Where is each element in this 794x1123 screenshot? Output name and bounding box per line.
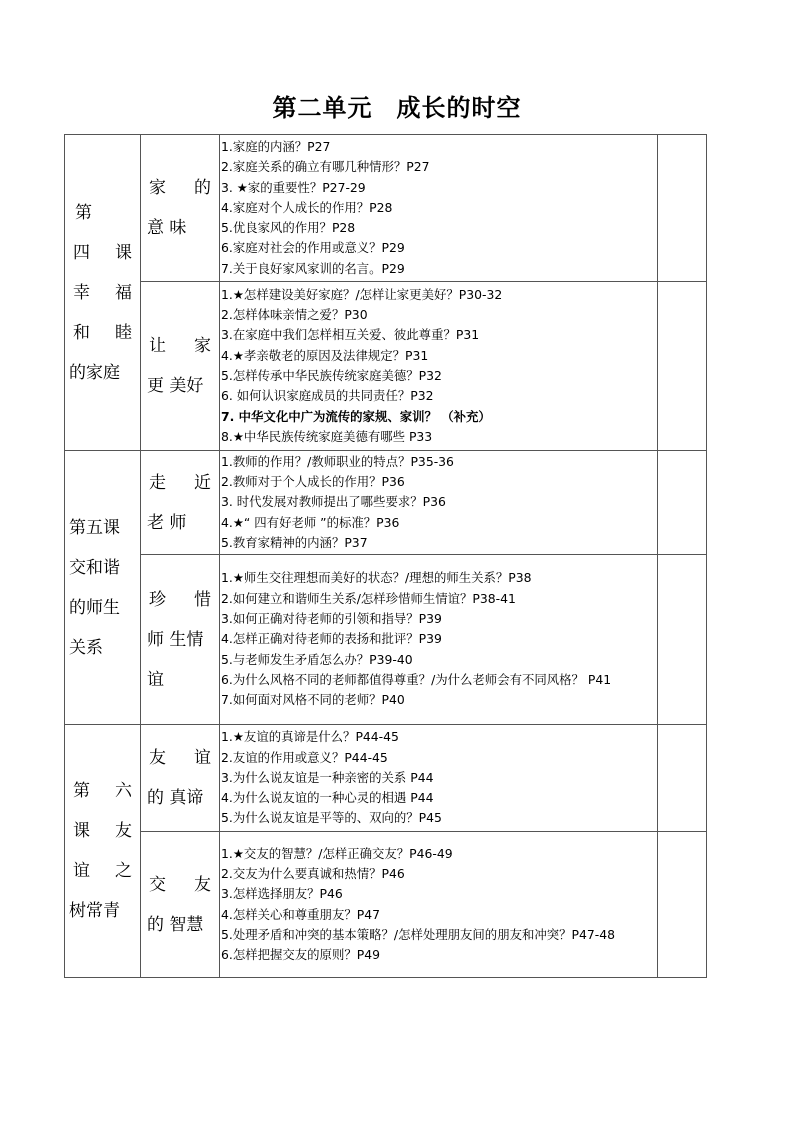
list-item: 3.在家庭中我们怎样相互关爱、彼此尊重？P31 — [221, 327, 480, 343]
section-name-line: 家 的 — [149, 178, 211, 198]
list-item: 1.教师的作用？/教师职业的特点？P35-36 — [221, 453, 454, 469]
section-name-line: 更 美好 — [147, 376, 204, 396]
section-name-line: 走 近 — [149, 472, 211, 493]
question-list — [220, 135, 658, 282]
list-item: 4.家庭对个人成长的作用？P28 — [221, 199, 393, 215]
notes-cell — [658, 832, 707, 978]
lesson-title-line: 谊 之 — [73, 861, 132, 881]
list-item: 7.如何面对风格不同的老师？P40 — [221, 692, 405, 708]
list-item: 5.怎样传承中华民族传统家庭美德？P32 — [221, 368, 442, 383]
section-name-cell — [141, 135, 220, 282]
section-name-cell — [141, 282, 220, 451]
section-name-line: 交 友 — [149, 874, 211, 895]
list-item: 5.与老师发生矛盾怎么办？P39-40 — [221, 651, 413, 667]
list-item: 5.处理矛盾和冲突的基本策略？/怎样处理朋友间的朋友和冲突？P47-48 — [221, 926, 616, 942]
lesson-title-line: 幸 福 — [73, 282, 132, 303]
lesson-title-line: 的家庭 — [69, 362, 120, 383]
list-item: 2.怎样体味亲情之爱？P30 — [221, 307, 368, 323]
lesson-title-line: 的师生 — [69, 597, 120, 618]
list-item: 3. 时代发展对教师提出了哪些要求？P36 — [221, 494, 446, 510]
list-item: 6.家庭对社会的作用或意义？P29 — [221, 240, 405, 256]
list-item: 6. 如何认识家庭成员的共同责任？P32 — [221, 388, 434, 404]
list-item: 7.关于良好家风家训的名言。P29 — [221, 260, 405, 276]
table-row — [65, 832, 707, 978]
lesson-title-line: 课 友 — [73, 821, 132, 841]
section-name-line: 珍 惜 — [149, 589, 211, 610]
notes-cell — [658, 135, 707, 282]
section-name-line: 的 智慧 — [147, 914, 204, 935]
list-item: 4.为什么说友谊的一种心灵的相遇 P44 — [221, 790, 434, 806]
section-name-line: 意 味 — [147, 218, 187, 238]
lesson-title-line: 树常青 — [69, 901, 120, 921]
question-list — [220, 725, 658, 832]
list-item: 3.为什么说友谊是一种亲密的关系 P44 — [221, 769, 434, 785]
list-item: 2.如何建立和谐师生关系/怎样珍惜师生情谊？P38-41 — [221, 590, 516, 606]
list-item: 4.怎样关心和尊重朋友？P47 — [221, 906, 380, 922]
lesson-title-line: 交和谐 — [69, 557, 120, 578]
list-item: 2.交友为什么要真诚和热情？P46 — [221, 865, 405, 881]
list-item: 2.友谊的作用或意义？P44-45 — [221, 749, 388, 765]
section-name-cell — [141, 725, 220, 832]
list-item: 1.★怎样建设美好家庭？/怎样让家更美好？P30-32 — [221, 286, 503, 302]
section-name-line: 友 谊 — [149, 748, 211, 768]
list-item: 2.教师对于个人成长的作用？P36 — [221, 474, 405, 490]
section-name-line: 老 师 — [147, 512, 187, 533]
question-list — [220, 282, 658, 451]
table-row — [65, 555, 707, 725]
lesson-title-line: 第 — [75, 202, 92, 223]
section-name-cell — [141, 555, 220, 725]
table-row — [65, 451, 707, 555]
section-name-line: 谊 — [147, 669, 164, 690]
lesson-cell-5 — [65, 451, 141, 725]
table-row — [65, 135, 707, 282]
lesson-title-line: 第 六 — [73, 781, 132, 801]
list-item: 3.如何正确对待老师的引领和指导？P39 — [221, 611, 442, 627]
list-item: 6.怎样把握交友的原则？P49 — [221, 947, 380, 963]
question-list — [220, 451, 658, 555]
section-name-line: 师 生情 — [147, 629, 204, 650]
list-item: 5.优良家风的作用？P28 — [221, 220, 356, 236]
list-item: 5.为什么说友谊是平等的、双向的？P45 — [221, 810, 442, 826]
list-item: 4.★“ 四有好老师 ”的标准？P36 — [221, 514, 400, 530]
list-item: 5.教育家精神的内涵？P37 — [221, 534, 368, 550]
table-row — [65, 725, 707, 832]
section-name-line: 的 真谛 — [147, 788, 204, 808]
section-name-cell — [141, 451, 220, 555]
table-row — [65, 282, 707, 451]
list-item: 7. 中华文化中广为流传的家规、家训？ （补充） — [221, 408, 491, 424]
list-item: 1.家庭的内涵？P27 — [221, 138, 331, 154]
list-item: 4.怎样正确对待老师的表扬和批评？P39 — [221, 631, 442, 647]
notes-cell — [658, 725, 707, 832]
section-name-line: 让 家 — [149, 336, 211, 356]
unit-theme: 成长的时空 — [396, 93, 522, 122]
list-item: 3.怎样选择朋友？P46 — [221, 886, 343, 902]
lesson-title-line: 和 睦 — [73, 322, 132, 343]
notes-cell — [658, 451, 707, 555]
lesson-cell-4 — [65, 135, 141, 451]
list-item: 3. ★家的重要性？P27-29 — [221, 179, 366, 195]
unit-label: 第二单元 — [272, 93, 373, 122]
list-item: 1.★交友的智慧？/怎样正确交友？P46-49 — [221, 845, 453, 861]
lesson-title-line: 第五课 — [69, 517, 120, 538]
lesson-cell-6 — [65, 725, 141, 978]
list-item: 8.★中华民族传统家庭美德有哪些 P33 — [221, 428, 433, 444]
notes-cell — [658, 282, 707, 451]
lesson-title-line: 关系 — [69, 637, 103, 658]
list-item: 2.家庭关系的确立有哪几种情形？P27 — [221, 159, 430, 175]
section-name-cell — [141, 832, 220, 978]
list-item: 6.为什么风格不同的老师都值得尊重？/为什么老师会有不同风格？ P41 — [221, 671, 612, 687]
outline-table — [64, 134, 707, 978]
question-list — [220, 555, 658, 725]
page-title — [0, 88, 794, 123]
list-item: 1.★友谊的真谛是什么？P44-45 — [221, 729, 399, 745]
question-list — [220, 832, 658, 978]
list-item: 1.★师生交往理想而美好的状态？/理想的师生关系？P38 — [221, 570, 532, 586]
notes-cell — [658, 555, 707, 725]
lesson-title-line: 四 课 — [73, 242, 132, 263]
list-item: 4.★孝亲敬老的原因及法律规定？P31 — [221, 347, 429, 363]
